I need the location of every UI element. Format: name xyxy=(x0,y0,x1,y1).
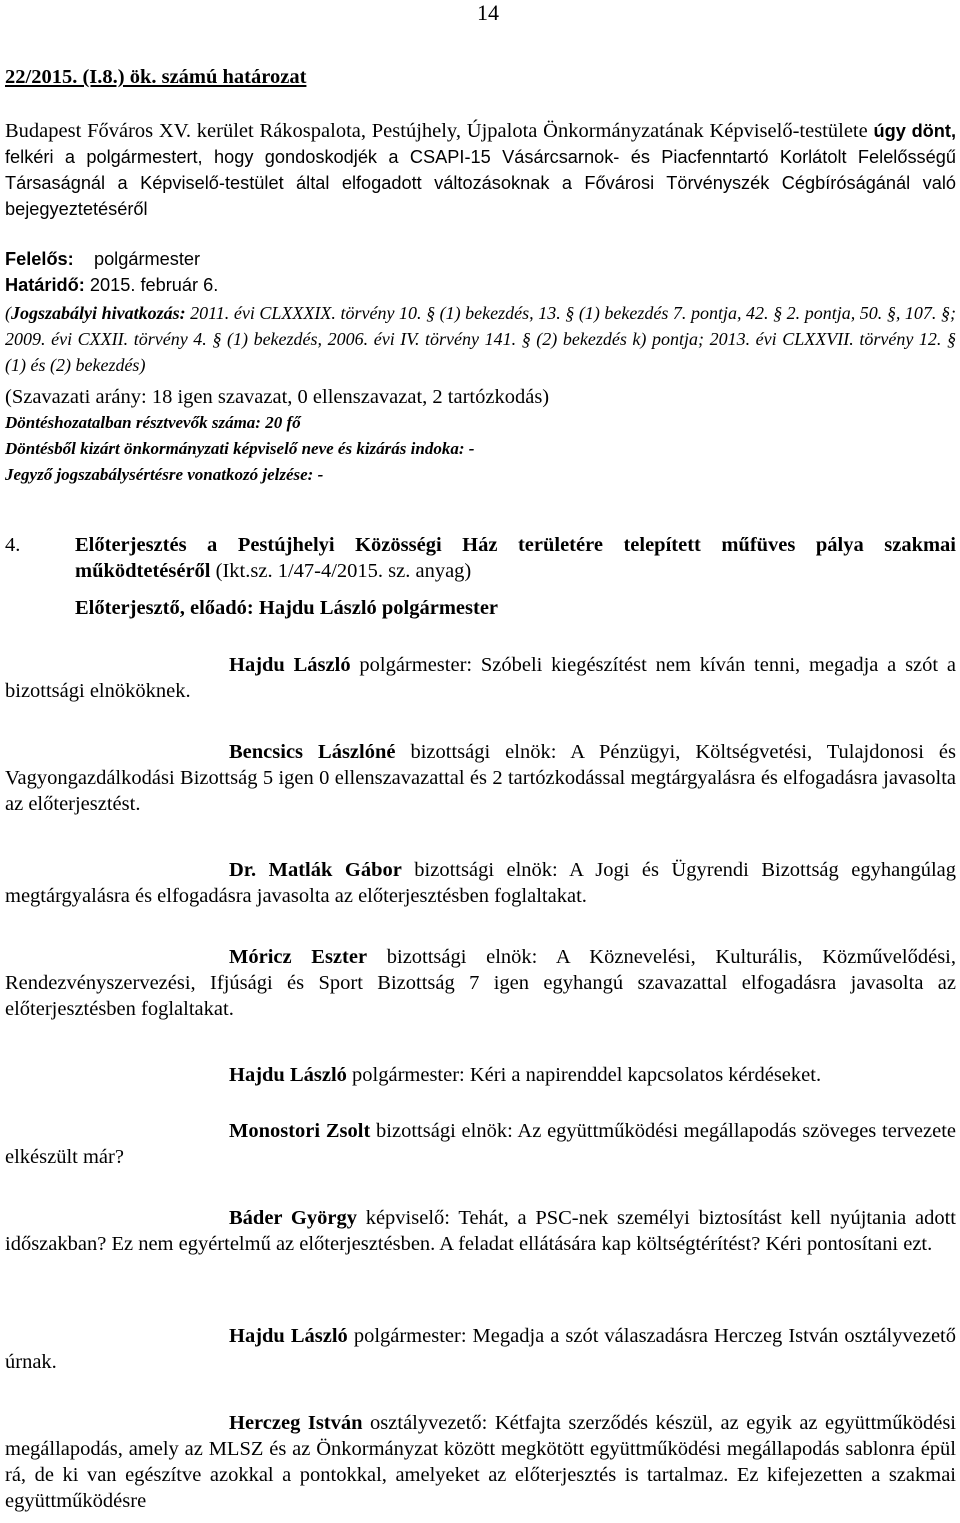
speaker-name: Hajdu László xyxy=(229,1325,348,1347)
decision-text xyxy=(5,118,956,222)
legal-reference: (Jogszabályi hivatkozás: 2011. évi CLXXXIX. törvény 10. § (1) bekezdés, 13. § (1) bekezdés 7. pontja, 42. § 2. pontja, 50. §, 107. §; 2009. évi CXXII. törvény 4. § (1) bekezdés, 2006. évi IV. törvény 141. § (2) bekezdés k) pontja; 2013. évi CLXXVII. törvény 12. § (1) és (2) bekezdés) xyxy=(5,303,956,375)
decision-text-bold: úgy dönt, xyxy=(873,121,957,141)
minutes-paragraph xyxy=(5,857,956,909)
responsible-label: Felelős: xyxy=(5,249,74,269)
agenda-item-ref: (Ikt.sz. 1/47-4/2015. sz. anyag) xyxy=(210,560,472,582)
decision-meta xyxy=(5,410,956,488)
speaker-name: Herczeg István xyxy=(229,1412,363,1434)
decision-text-rest: felkéri a polgármestert, hogy gondoskodjék a CSAPI-15 Vásárcsarnok- és Piacfenntartó Korlátolt Felelősségű Társaságnál a Képviselő-testület által elfogadott változásoknak a Fővárosi Törvényszék Cégbíróságánál való bejegyeztetéséről xyxy=(5,147,956,219)
deadline-label: Határidő: xyxy=(5,275,85,295)
minutes-paragraph xyxy=(5,1118,956,1170)
vote-ratio: (Szavazati arány: 18 igen szavazat, 0 ellenszavazat, 2 tartózkodás) xyxy=(5,386,550,408)
legal-ref-label: Jogszabályi hivatkozás: xyxy=(11,303,186,323)
speaker-text: bizottsági elnök: A Jogi és Ügyrendi Bizottság egyhangúlag megtárgyalásra és elfogadásra javasolta az előterjesztésben foglaltakat. xyxy=(5,859,956,907)
speaker-name: Hajdu László xyxy=(229,654,351,676)
speaker-text: polgármester: Szóbeli kiegészítést nem kíván tenni, megadja a szót a bizottsági elnököknek. xyxy=(5,654,956,702)
document-page xyxy=(5,0,956,1523)
speaker-text: bizottsági elnök: A Köznevelési, Kulturális, Közművelődési, Rendezvényszervezési, Ifjúsági és Sport Bizottság 7 igen egyhangú szavazattal elfogadásra javasolta az előterjesztésben foglaltakat. xyxy=(5,946,957,1020)
speaker-text: polgármester: Kéri a napirenddel kapcsolatos kérdéseket. xyxy=(346,1064,822,1086)
responsible-line xyxy=(5,246,956,272)
responsible-value: polgármester xyxy=(93,249,201,269)
speaker-text: osztályvezető: Kétfajta szerződés készül, az egyik az együttműködési megállapodás, amely az MLSZ és az Önkormányzat között megkötött együttműködési megállapodás sablonra épül rá, de ki van egészítve azokkal a pontokkal, amelyeket az előterjesztés is tartalmaz. Ez kifejezetten a szakmai együttműködésre xyxy=(5,1412,956,1512)
notary-note: Jegyző jogszabálysértésre vonatkozó jelzése: - xyxy=(5,465,324,484)
page-number: 14 xyxy=(477,0,499,25)
minutes-paragraph xyxy=(5,1062,956,1088)
decision-title: 22/2015. (I.8.) ök. számú határozat xyxy=(5,66,307,88)
agenda-item-presenter: Előterjesztő, előadó: Hajdu László polgármester xyxy=(75,597,499,619)
deadline-value: 2015. február 6. xyxy=(89,275,219,295)
minutes-paragraph xyxy=(5,944,956,1022)
minutes-paragraph xyxy=(5,1205,956,1257)
speaker-text: bizottsági elnök: Az együttműködési megállapodás szöveges tervezete elkészült már? xyxy=(5,1120,956,1168)
deadline-line xyxy=(5,272,956,298)
agenda-item-4 xyxy=(5,532,956,584)
minutes-paragraph xyxy=(5,652,956,704)
speaker-name: Bencsics Lászlóné xyxy=(229,741,396,763)
minutes-paragraph xyxy=(5,739,956,817)
minutes-paragraph xyxy=(5,1410,956,1514)
speaker-name: Dr. Matlák Gábor xyxy=(229,859,402,881)
speaker-name: Monostori Zsolt xyxy=(229,1120,371,1142)
speaker-text: bizottsági elnök: A Pénzügyi, Költségvetési, Tulajdonosi és Vagyongazdálkodási Bizottság 5 igen 0 ellenszavazattal és 2 tartózkodással megtárgyalásra és elfogadásra javasolta az előterjesztést. xyxy=(5,741,956,815)
minutes-paragraph xyxy=(5,1323,956,1375)
speaker-text: képviselő: Tehát, a PSC-nek személyi biztosítást kell nyújtania adott időszakban? Ez nem egyértelmű az előterjesztésben. A feladat ellátására kap költségtérítést? Kéri pontosítani ezt. xyxy=(5,1207,956,1255)
agenda-item-title: Előterjesztés a Pestújhelyi Közösségi Ház területére telepített műfüves pálya szakmai működtetéséről xyxy=(75,534,956,582)
speaker-text: polgármester: Megadja a szót válaszadásra Herczeg István osztályvezető úrnak. xyxy=(5,1325,956,1373)
speaker-name: Hajdu László xyxy=(229,1064,347,1086)
speaker-name: Móricz Eszter xyxy=(229,946,368,968)
speaker-name: Báder György xyxy=(229,1207,357,1229)
agenda-item-number: 4. xyxy=(5,534,21,556)
participants: Döntéshozatalban résztvevők száma: 20 fő xyxy=(5,413,301,432)
excluded-members: Döntésből kizárt önkormányzati képviselő neve és kizárás indoka: - xyxy=(5,439,475,458)
decision-text-prefix: Budapest Főváros XV. kerület Rákospalota, Pestújhely, Újpalota Önkormányzatának Képviselő-testülete xyxy=(5,120,874,142)
legal-ref-text: 2011. évi CLXXXIX. törvény 10. § (1) bekezdés, 13. § (1) bekezdés 7. pontja, 42. § 2. pontja, 50. §, 107. §; 2009. évi CXXII. törvény 4. § (1) bekezdés, 2006. évi IV. törvény 141. § (2) bekezdés k) pontja; 2013. évi CLXXVII. törvény 12. § (1) és (2) bekezdés) xyxy=(5,303,956,375)
